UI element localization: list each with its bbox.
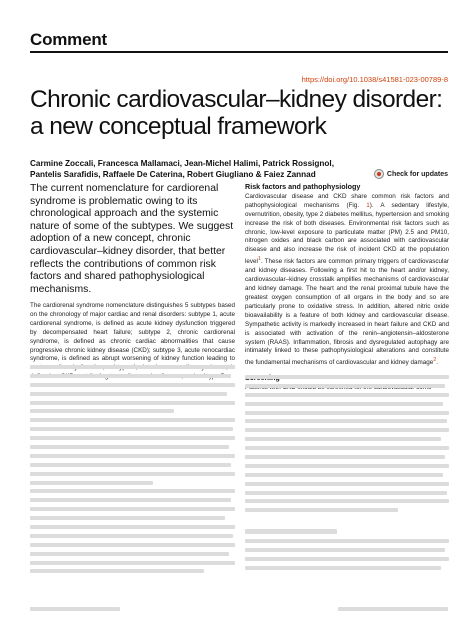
check-updates-button[interactable] [374,169,448,179]
section-rule [30,51,448,53]
footer-volume [338,607,448,618]
check-updates-icon [374,169,384,179]
heading-risk-factors: Risk factors and pathophysiology [245,182,361,191]
figure-reference-link[interactable]: 1 [366,201,370,209]
faded-text-left [30,365,235,595]
article-title: Chronic cardiovascular–kidney disorder: a new conceptual framework [30,86,443,140]
body-paragraph-left: The cardiorenal syndrome nomenclature distinguishes 5 subtypes based on the chronology of major cardiac and renal disorders: subtype 1, acute cardiorenal syndrome, is defined as acute kidney dysfunction triggered by decompensated heart failure; subtype 2, chronic cardiorenal syndrome, is defined as chronic cardiac abnormalities that cause progressive chronic kidney disease (CKD); subtype 3, acute renocardiac syndrome, is defined as abrupt worsening of kidney function leading to [30,302,235,363]
footer-journal [30,607,120,618]
doi-link[interactable]: https://doi.org/10.1038/s41581-023-00789-8 [301,75,448,84]
standfirst: The current nomenclature for cardiorenal syndrome is problematic owing to its chronological approach and the systemic nature of some of the subtypes. We suggest adoption of a new concept, chronic cardiovascular–kidney disorder, that better reflects the contributions of common risk factors and shared pathophysiological mechanisms. [30,183,234,295]
check-updates-label: Check for updates [386,170,448,178]
faded-text-right [245,375,449,595]
page-footer [30,607,448,618]
author-list: Carmine Zoccali, Francesca Mallamaci, Jean-Michel Halimi, Patrick Rossignol, Pantelis Sarafidis, Raffaele De Caterina, Robert Giugliano & Faiez Zannad [30,159,334,179]
paragraph-risk-factors: Cardiovascular disease and CKD share common risk factors and pathophysiological mechanisms (Fig. 1). A sedentary lifestyle, overnutrition, obesity, type 2 diabetes mellitus, hypertension and smoking increase the risk of both diseases. Environmental risk factors such as chronic, low-level exposure to particulate matter (PM) 2.5 and PM10, nitrogen oxides and black carbon are associated with cardiovascular disease and also increase the risk of incident CKD at the population level$^1$. These risk factors are common primary triggers of cardiovascular and kidney diseases. Following a first hit to the heart and/or kidney, cardiovascular–kidney crosstalk amplifies mechanisms of cardiovascular and kidney damage. The heart and the renal proximal tubule have the greatest oxygen consumption of all organs in the body and so are particularly prone to oxidative stress. In addition, altered nitric oxide bioavailability is a feature of both kidney and cardiovascular disease. Sympathetic activity is markedly increased in heart failure and CKD and is associated with activation of the renin–angiotensin–aldosterone system (RAAS). Inflammation, fibrosis and dysregulated autophagy are intimately linked to these pathophysiological alterations and constitute the fundamental mechanisms of cardiovascular and kidney damage$^2$. [245,192,450,367]
citation-link[interactable]: 1 [257,256,261,263]
header-bar [0,0,474,58]
section-label: Comment [30,30,107,49]
right-column [245,183,449,393]
citation-link[interactable]: 2 [433,357,437,364]
